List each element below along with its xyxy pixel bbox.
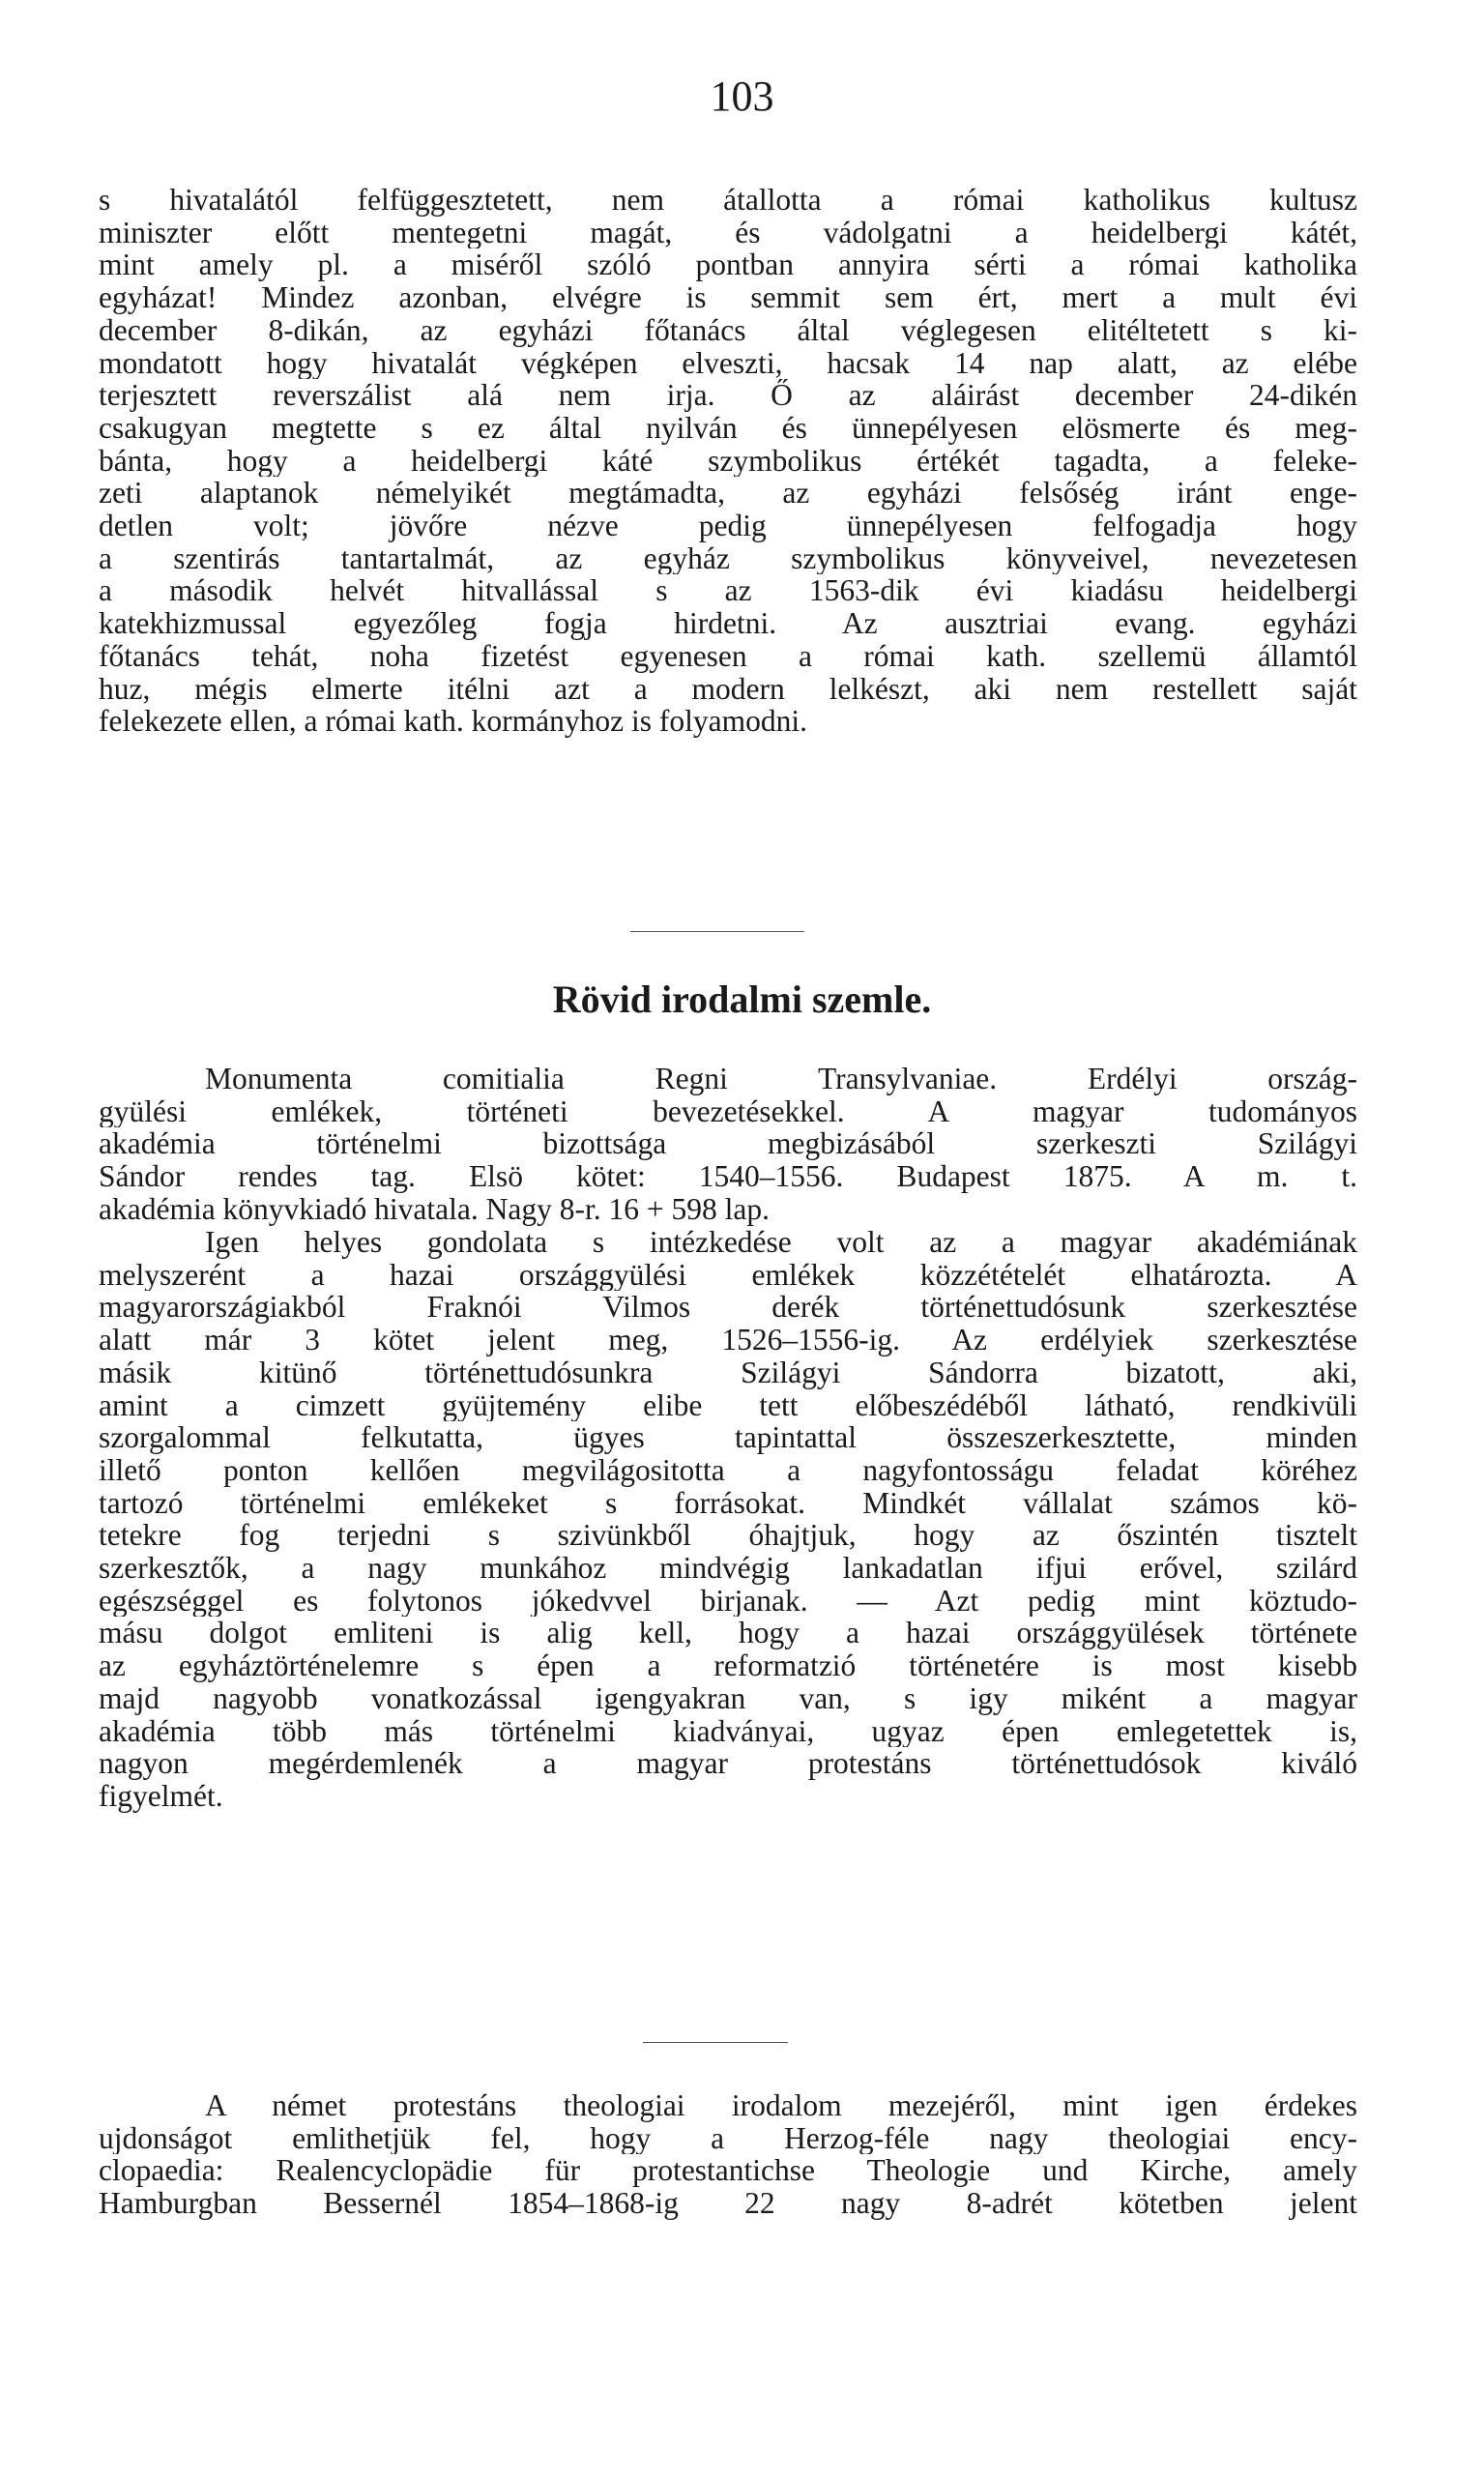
- text-line: szerkesztők, a nagy munkához mindvégig lankadatlan ifjui erővel, szilárd: [99, 1552, 1357, 1585]
- text-line: a második helvét hitvallással s az 1563-dik évi kiadásu heidelbergi: [99, 574, 1357, 608]
- text-line: bánta, hogy a heidelbergi káté szymbolikus értékét tagadta, a feleke-: [99, 444, 1357, 478]
- text-line: december 8-dikán, az egyházi főtanács által véglegesen elitéltetett s ki-: [99, 313, 1357, 347]
- text-line: az egyháztörténelemre s épen a reformatzió történetére is most kisebb: [99, 1649, 1357, 1682]
- text-line: gyülési emlékek, történeti bevezetésekkel. A magyar tudományos: [99, 1094, 1357, 1128]
- section-heading: Rövid irodalmi szemle.: [552, 977, 932, 1021]
- text-line: másu dolgot emliteni is alig kell, hogy a hazai országgyülések története: [99, 1617, 1357, 1650]
- paragraph-german-literature: [99, 2089, 1357, 2220]
- text-line: tetekre fog terjedni s szivünkből óhajtjuk, hogy az őszintén tisztelt: [99, 1519, 1357, 1553]
- text-line: zeti alaptanok némelyikét megtámadta, az egyházi felsőség iránt enge-: [99, 477, 1357, 511]
- text-line: illető ponton kellően megvilágositotta a nagyfontosságu feladat köréhez: [99, 1453, 1357, 1487]
- text-line: A német protestáns theologiai irodalom mezejéről, mint igen érdekes: [205, 2089, 1357, 2122]
- text-line: mondatott hogy hivatalát végképen elveszti, hacsak 14 nap alatt, az elébe: [99, 346, 1357, 380]
- text-line: majd nagyobb vonatkozással igengyakran van, s igy miként a magyar: [99, 1681, 1357, 1715]
- text-line: egészséggel es folytonos jókedvvel birjanak. — Azt pedig mint köztudo-: [99, 1584, 1357, 1618]
- text-line: alatt már 3 kötet jelent meg, 1526–1556-ig. Az erdélyiek szerkesztése: [99, 1324, 1357, 1357]
- text-line: Igen helyes gondolata s intézkedése volt az a magyar akadémiának: [205, 1226, 1357, 1259]
- paragraph-review: [99, 1226, 1357, 1813]
- text-line: a szentirás tantartalmát, az egyház szymbolikus könyveivel, nevezetesen: [99, 541, 1357, 575]
- text-line: amint a cimzett gyüjtemény elibe tett előbeszédéből látható, rendkivüli: [99, 1388, 1357, 1422]
- text-line: miniszter előtt mentegetni magát, és vádolgatni a heidelbergi kátét,: [99, 216, 1357, 249]
- text-line: katekhizmussal egyezőleg fogja hirdetni. Az ausztriai evang. egyházi: [99, 607, 1357, 640]
- text-line: s hivatalától felfüggesztetett, nem átallotta a római katholikus kultusz: [99, 184, 1357, 217]
- section-divider: [630, 931, 804, 932]
- text-line: terjesztett reverszálist alá nem irja. Ő az aláirást december 24-dikén: [99, 379, 1357, 412]
- page-number: 103: [710, 73, 774, 120]
- paragraph-book-citation: [99, 1063, 1357, 1226]
- text-line: szorgalommal felkutatta, ügyes tapintattal összeszerkesztette, minden: [99, 1421, 1357, 1454]
- text-line: akadémia könyvkiadó hivatala. Nagy 8-r. 16 + 598 lap.: [99, 1192, 770, 1226]
- text-line: másik kitünő történettudósunkra Szilágyi Sándorra bizatott, aki,: [99, 1356, 1357, 1389]
- text-line: egyházat! Mindez azonban, elvégre is semmit sem ért, mert a mult évi: [99, 281, 1357, 314]
- text-line: huz, mégis elmerte itélni azt a modern lelkészt, aki nem restellett saját: [99, 672, 1357, 706]
- text-line: mint amely pl. a miséről szóló pontban annyira sérti a római katholika: [99, 248, 1357, 282]
- text-line: akadémia történelmi bizottsága megbizásából szerkeszti Szilágyi: [99, 1127, 1357, 1161]
- text-line: tartozó történelmi emlékeket s forrásokat. Mindkét vállalat számos kö-: [99, 1486, 1357, 1520]
- text-line: Sándor rendes tag. Elsö kötet: 1540–1556. Budapest 1875. A m. t.: [99, 1160, 1357, 1193]
- text-line: detlen volt; jövőre nézve pedig ünnepélyesen felfogadja hogy: [99, 510, 1357, 542]
- text-line: nagyon megérdemlenék a magyar protestáns történettudósok kiváló: [99, 1747, 1357, 1780]
- text-line: magyarországiakból Fraknói Vilmos derék történettudósunk szerkesztése: [99, 1291, 1357, 1325]
- text-line: clopaedia: Realencyclopädie für protestantichse Theologie und Kirche, amely: [99, 2154, 1357, 2188]
- text-line: Hamburgban Bessernél 1854–1868-ig 22 nagy 8-adrét kötetben jelent: [99, 2187, 1357, 2220]
- text-line: ujdonságot emlithetjük fel, hogy a Herzog-féle nagy theologiai ency-: [99, 2121, 1357, 2155]
- text-line: akadémia több más történelmi kiadványai, ugyaz épen emlegetettek is,: [99, 1714, 1357, 1748]
- section-divider: [643, 2042, 788, 2043]
- text-line: figyelmét.: [99, 1779, 223, 1813]
- text-line: főtanács tehát, noha fizetést egyenesen a római kath. szellemü államtól: [99, 639, 1357, 673]
- paragraph-article-continuation: [99, 184, 1357, 738]
- text-line: csakugyan megtette s ez által nyilván és ünnepélyesen elösmerte és meg-: [99, 411, 1357, 445]
- text-line: Monumenta comitialia Regni Transylvaniae. Erdélyi ország-: [205, 1063, 1357, 1095]
- text-line: melyszerént a hazai országgyülési emlékek közzétételét elhatározta. A: [99, 1258, 1357, 1292]
- text-line: felekezete ellen, a római kath. kormányhoz is folyamodni.: [99, 705, 807, 738]
